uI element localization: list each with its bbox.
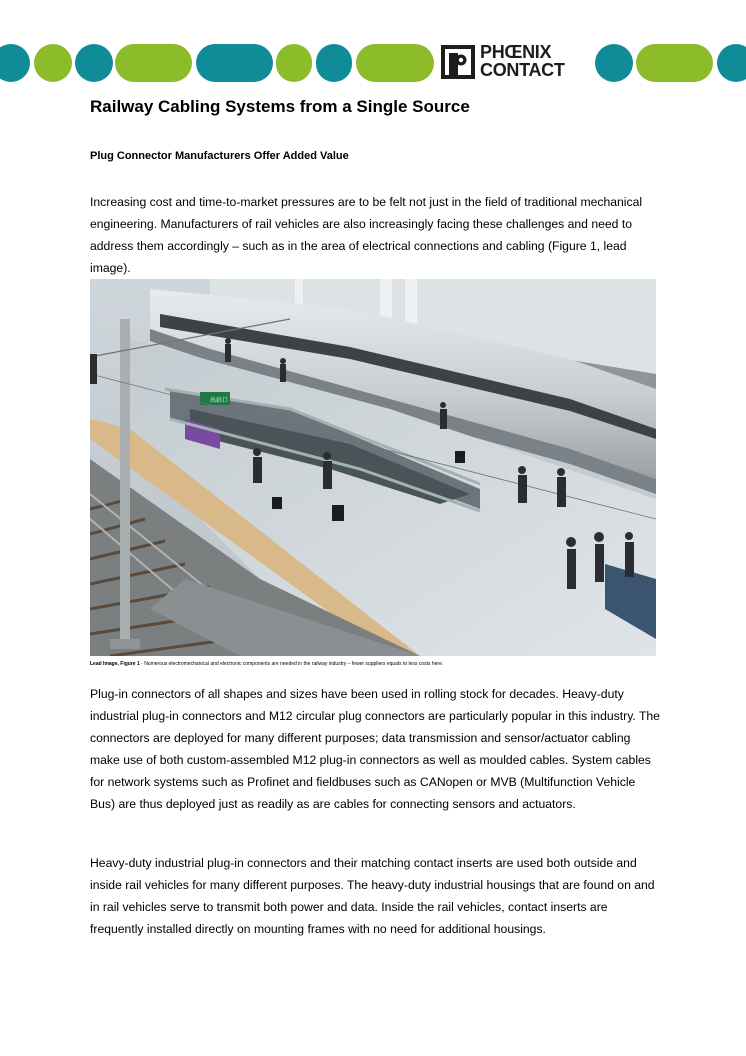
band-dot <box>276 44 312 82</box>
body-paragraph-3: Heavy-duty industrial plug-in connectors and their matching contact inserts are used both outside and inside rail vehicles for many different purposes. The heavy-duty industrial housings that are found on and in rail vehicles serve to transmit both power and data. Inside the rail vehicles, contact inserts are frequently installed directly on mounting frames with no need for additional housings. <box>90 856 655 936</box>
band-dot <box>595 44 633 82</box>
lead-image <box>90 279 656 656</box>
body-paragraph-2: Plug-in connectors of all shapes and sizes have been used in rolling stock for decades. Heavy-duty industrial plug-in connectors and M12 circular plug connectors are particularly popular in this industry. The connectors are deployed for many different purposes; data transmission and sensor/actuator cabling make use of both custom-assembled M12 plug-in connectors as well as moulded cables. System cables for network systems such as Profinet and fieldbuses such as CANopen or MVB (Multifunction Vehicle Bus) are thus deployed just as readily as are cables for connecting sensors and actuators. <box>90 687 660 811</box>
band-dot <box>34 44 72 82</box>
header-band <box>0 44 746 82</box>
band-pill <box>356 44 434 82</box>
phoenix-logo-icon <box>441 45 475 79</box>
logo-line-1: PHŒNIX <box>480 42 552 62</box>
logo-line-2: CONTACT <box>480 60 565 80</box>
caption-text: - Numerous electromechanical and electronic components are needed in the railway industry – fewer suppliers equals to less costs here. <box>139 661 444 667</box>
band-dot <box>0 44 30 82</box>
intro-paragraph: Increasing cost and time-to-market pressures are to be felt not just in the field of traditional mechanical engineering. Manufacturers of rail vehicles are also increasingly facing these challenges and need to address them accordingly – such as in the area of electrical connections and cabling (Figure 1, lead image). <box>90 195 643 275</box>
exit-sign-text: 出站口 <box>210 397 229 404</box>
phoenix-contact-logo <box>439 42 591 84</box>
caption-label: Lead Image, Figure 1 <box>90 661 140 667</box>
article-subtitle: Plug Connector Manufacturers Offer Added Value <box>90 150 349 162</box>
band-pill <box>196 44 273 82</box>
figure-caption <box>90 661 443 668</box>
band-dot <box>717 44 746 82</box>
band-pill <box>115 44 192 82</box>
page-title: Railway Cabling Systems from a Single Source <box>90 97 470 116</box>
band-dot <box>316 44 352 82</box>
band-dot <box>75 44 113 82</box>
band-pill <box>636 44 713 82</box>
logo-wordmark <box>480 43 590 79</box>
